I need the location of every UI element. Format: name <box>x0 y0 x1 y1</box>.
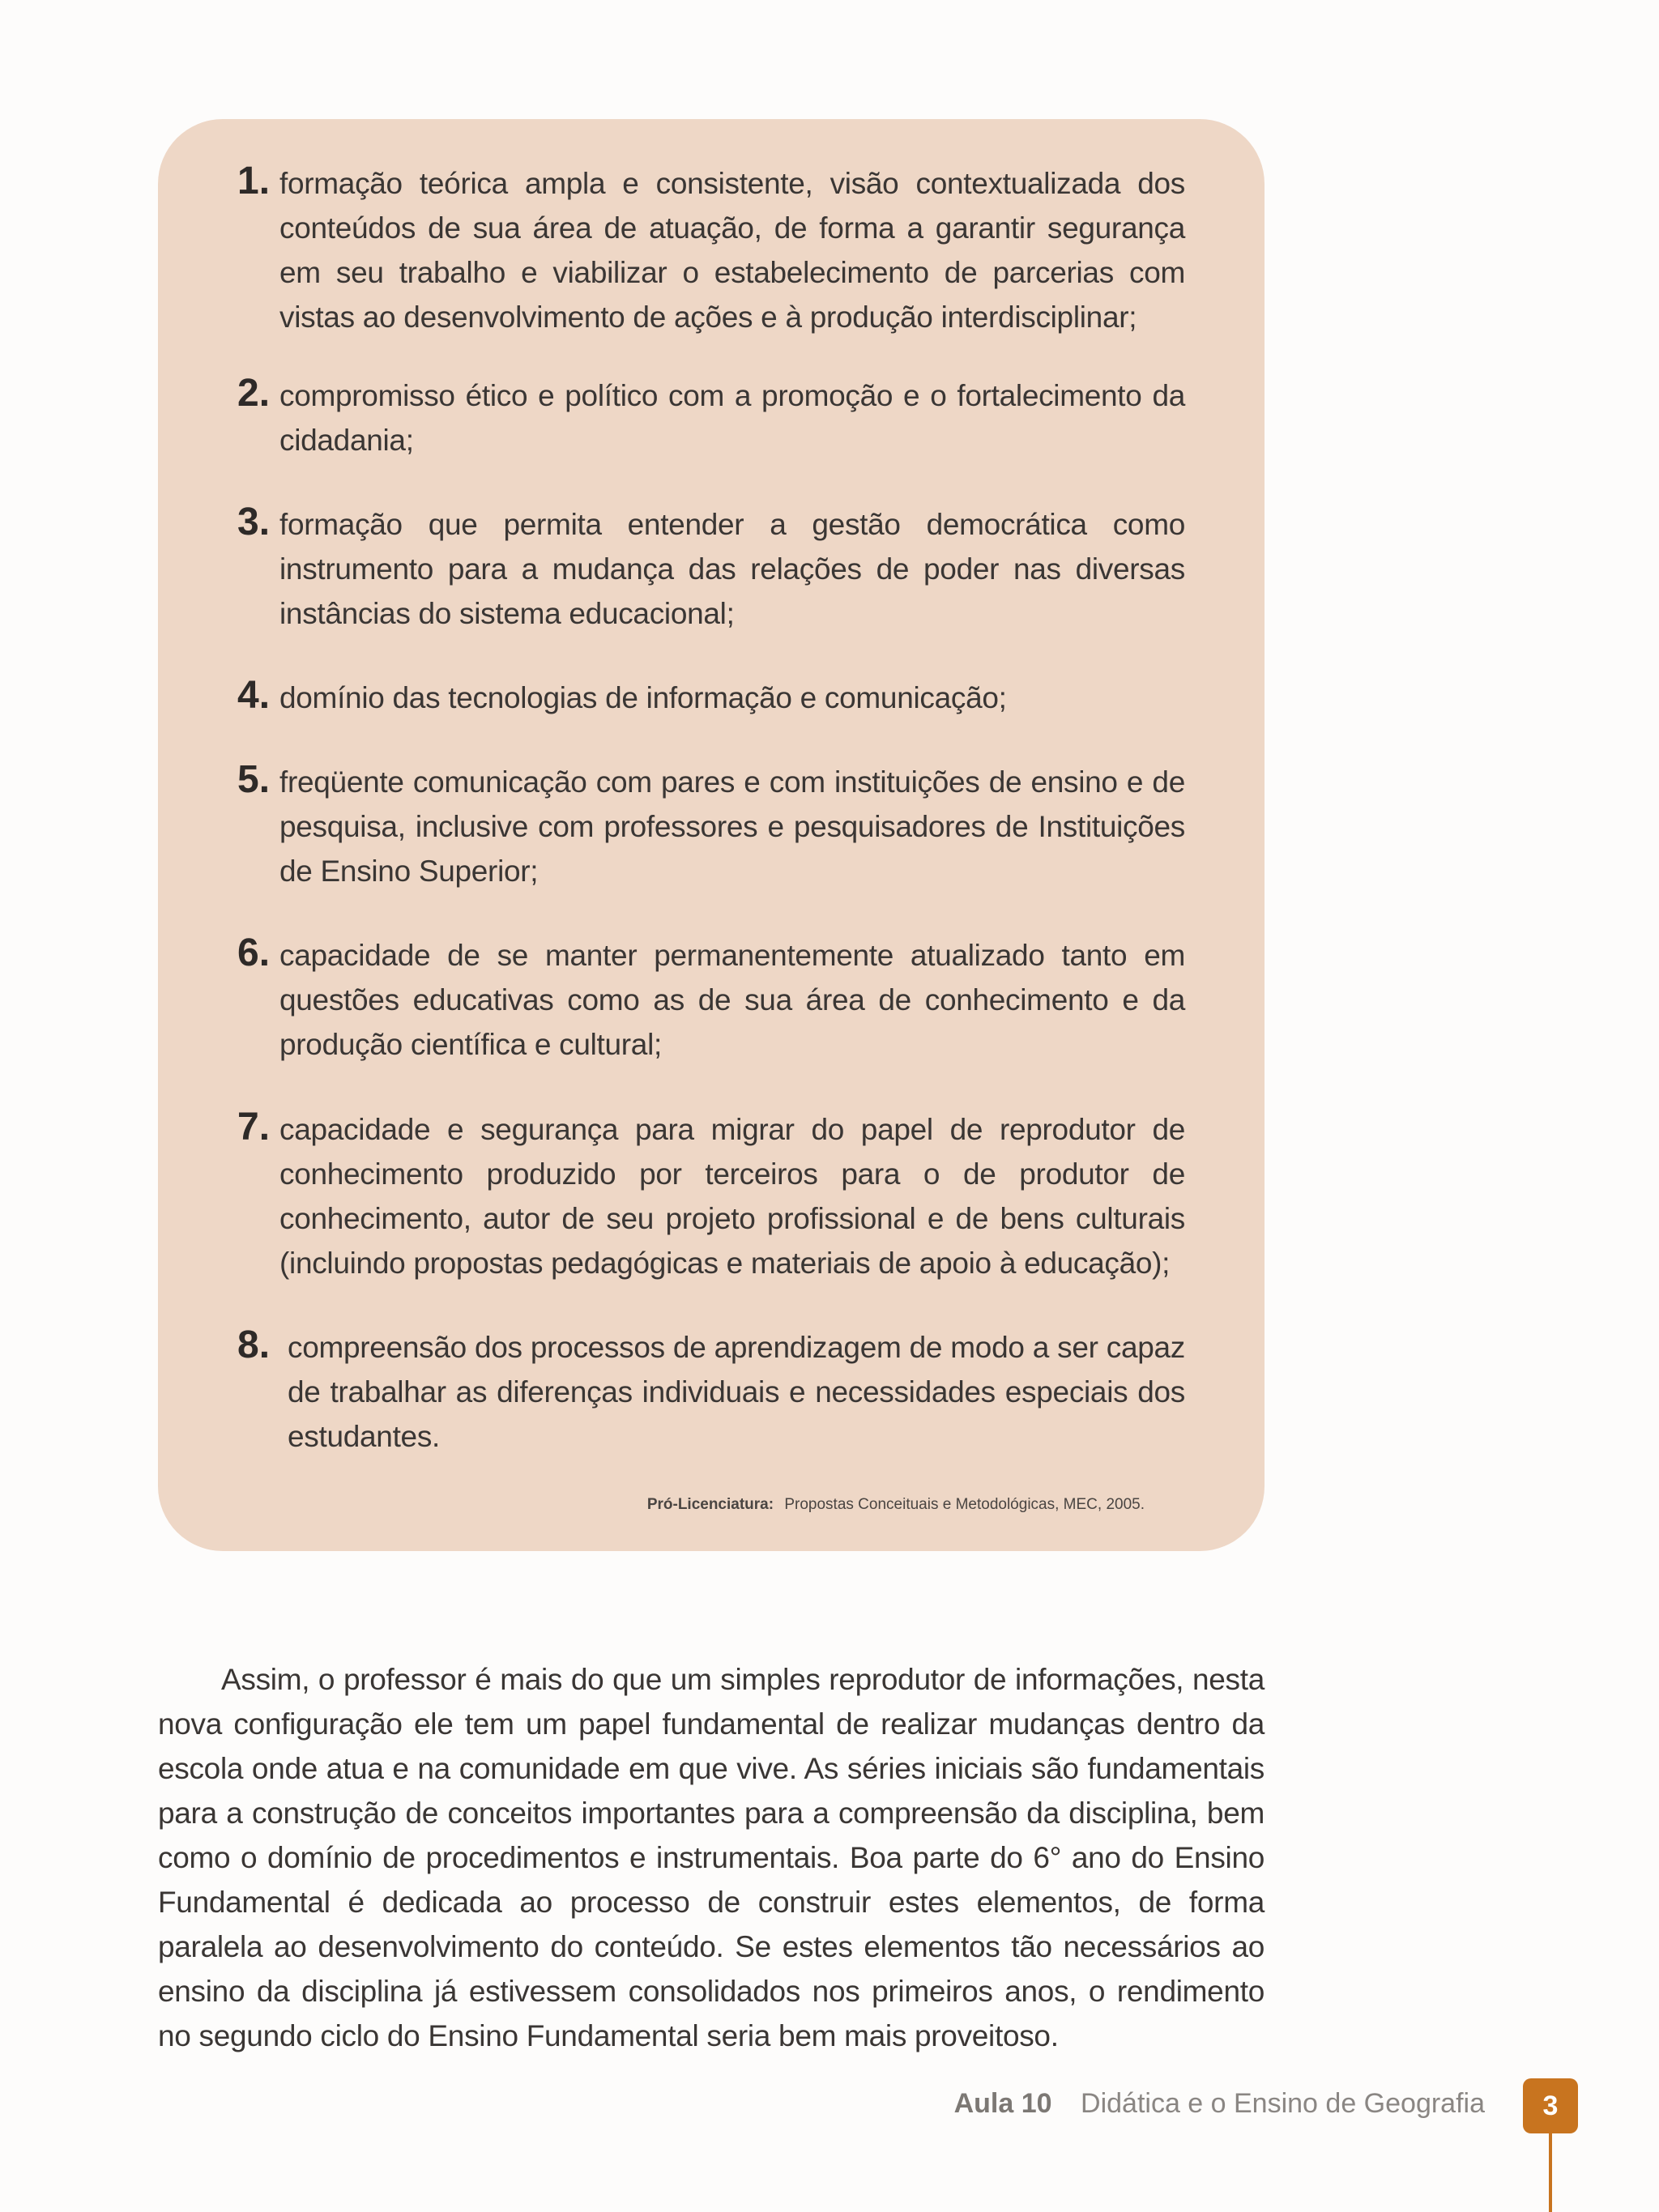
page-number: 3 <box>1523 2078 1578 2133</box>
source-citation <box>647 1496 1145 1514</box>
item-text: freqüente comunicação com pares e com instituições de ensino e de pesquisa, inclusive com professores e pesquisadores de Instituições de Ensino Superior; <box>279 765 1185 888</box>
item-text: domínio das tecnologias de informação e comunicação; <box>279 681 1007 714</box>
source-title: Pró-Licenciatura: <box>646 1496 774 1513</box>
page-footer <box>954 2088 1485 2120</box>
body-paragraph: Assim, o professor é mais do que um simples reprodutor de informações, nesta nova configuração ele tem um papel fundamental de realizar mudanças dentro da escola onde atua e na comunidade em que vive. As séries iniciais são fundamentais para a construção de conceitos importantes para a compreensão da disciplina, bem como o domínio de procedimentos e instrumentais. Boa parte do 6° ano do Ensino Fundamental é dedicada ao processo de construir estes elementos, de forma paralela ao desenvolvimento do conteúdo. Se estes elementos tão necessários ao ensino da disciplina já estivessem consolidados nos primeiros anos, o rendimento no segundo ciclo do Ensino Fundamental seria bem mais proveitoso. <box>158 1663 1265 2052</box>
item-text: compromisso ético e político com a promoção e o fortalecimento da cidadania; <box>279 379 1185 457</box>
item-number: 1. <box>237 160 271 202</box>
item-text: formação que permita entender a gestão democrática como instrumento para a mudança das relações de poder nas diversas instâncias do sistema educacional; <box>279 508 1185 630</box>
item-text: capacidade e segurança para migrar do papel de reprodutor de conhecimento produzido por terceiros para o de produtor de conhecimento, autor de seu projeto profissional e de bens culturais (incluindo propostas pedagógicas e materiais de apoio à educação); <box>279 1113 1185 1280</box>
item-number: 4. <box>237 674 271 717</box>
lesson-label: Aula 10 <box>953 2088 1052 2119</box>
competencies-box <box>158 119 1265 1551</box>
item-text: compreensão dos processos de aprendizagem de modo a ser capaz de trabalhar as diferenças individuais e necessidades especiais dos estudantes. <box>288 1331 1185 1453</box>
item-number: 2. <box>237 372 271 415</box>
item-number: 6. <box>237 931 271 974</box>
course-title: Didática e o Ensino de Geografia <box>1081 2088 1485 2119</box>
item-number: 3. <box>237 501 271 543</box>
item-number: 8. <box>237 1323 271 1366</box>
source-text: Propostas Conceituais e Metodológicas, MEC, 2005. <box>784 1496 1145 1513</box>
item-number: 7. <box>237 1106 271 1149</box>
item-text: formação teórica ampla e consistente, visão contextualizada dos conteúdos de sua área de atuação, de forma a garantir segurança em seu trabalho e viabilizar o estabelecimento de parcerias com vistas ao desenvolvimento de ações e à produção interdisciplinar; <box>279 167 1185 334</box>
page-marker-line <box>1549 2133 1552 2212</box>
item-text: capacidade de se manter permanentemente atualizado tanto em questões educativas como as de sua área de conhecimento e da produção científica e cultural; <box>279 939 1185 1061</box>
item-number: 5. <box>237 758 271 801</box>
